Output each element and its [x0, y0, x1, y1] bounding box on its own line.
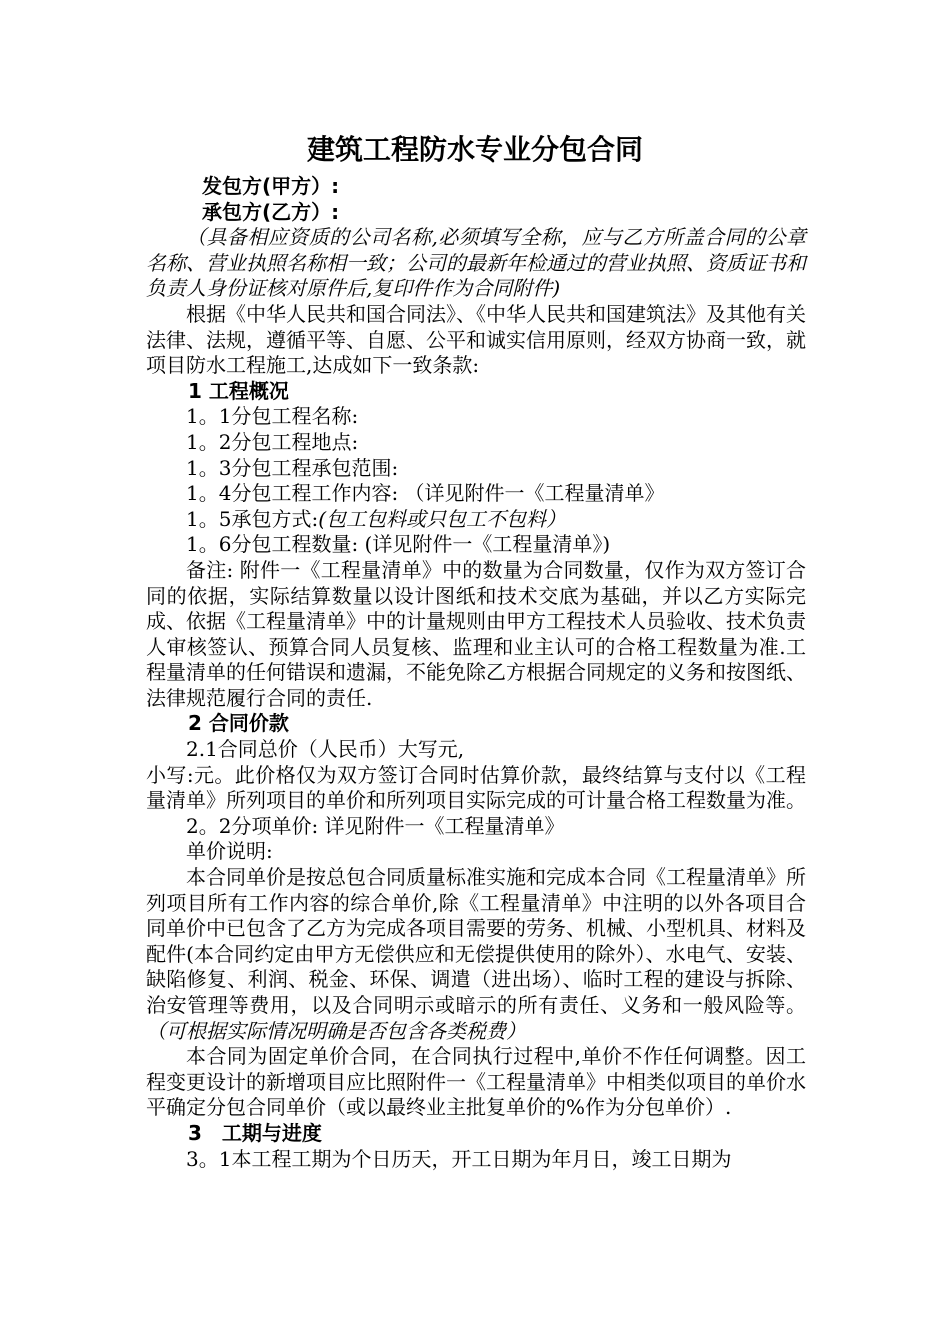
item-2-2: 2。2分项单价: 详见附件一《工程量清单》 [186, 813, 565, 838]
item-1-1: 1。1分包工程名称: [186, 404, 359, 429]
section-2-heading: 2 合同价款 [188, 711, 289, 736]
unit-price-description [146, 865, 806, 1044]
preamble: 根据《中华人民共和国合同法》、《中华人民共和国建筑法》及其他有关法律、法规，遵循平等、自愿、公平和诚实信用原则，经双方协商一致，就项目防水工程施工,达成如下一致条款: [146, 301, 806, 378]
item-2-1: 2.1合同总价（人民币）大写元, [186, 737, 465, 762]
item-2-1-continued: 小写:元。此价格仅为双方签订合同时估算价款，最终结算与支付以《工程量清单》所列项目的单价和所列项目实际完成的可计量合格工程数量为准。 [146, 762, 806, 813]
party-b-line: 承包方(乙方）: [202, 199, 340, 224]
fixed-price-paragraph: 本合同为固定单价合同，在合同执行过程中,单价不作任何调整。因工程变更设计的新增项目应比照附件一《工程量清单》中相类似项目的单价水平确定分包合同单价（或以最终业主批复单价的%作为分包单价）. [146, 1044, 806, 1120]
item-1-4: 1。4分包工程工作内容: （详见附件一《工程量清单》 [186, 481, 665, 506]
item-1-6: 1。6分包工程数量: (详见附件一《工程量清单》) [186, 532, 611, 557]
unit-price-label: 单价说明: [186, 839, 273, 864]
item-3-1: 3。1本工程工期为个日历天，开工日期为年月日，竣工日期为 [186, 1146, 732, 1171]
remark-paragraph: 备注: 附件一《工程量清单》中的数量为合同数量，仅作为双方签订合同的依据，实际结算数量以设计图纸和技术交底为基础，并以乙方实际完成、依据《工程量清单》中的计量规则由甲方工程技术人员验收、技术负责人审核签认、预算合同人员复核、监理和业主认可的合格工程数量为准.工程量清单的任何错误和遗漏，不能免除乙方根据合同规定的义务和按图纸、法律规范履行合同的责任. [146, 557, 806, 710]
unit-price-text: 本合同单价是按总包合同质量标准实施和完成本合同《工程量清单》所列项目所有工作内容的综合单价,除《工程量清单》中注明的以外各项目合同单价中已包含了乙方为完成各项目需要的劳务、机械、小型机具、材料及配件(本合同约定由甲方无偿供应和无偿提供使用的除外）、水电气、安装、缺陷修复、利润、税金、环保、调遣（进出场）、临时工程的建设与拆除、治安管理等费用，以及合同明示或暗示的所有责任、义务和一般风险等。 [146, 865, 806, 1017]
section-3-heading: 3 工期与进度 [188, 1120, 322, 1145]
contract-body [146, 174, 806, 1172]
party-note: （具备相应资质的公司名称,必须填写全称，应与乙方所盖合同的公章名称、营业执照名称相一致；公司的最新年检通过的营业执照、资质证书和负责人身份证核对原件后,复印件作为合同附件) [146, 225, 806, 301]
item-1-2: 1。2分包工程地点: [186, 429, 359, 454]
unit-price-note: （可根据实际情况明确是否包含各类税费） [146, 1018, 526, 1043]
item-1-3: 1。3分包工程承包范围: [186, 455, 399, 480]
party-a-line: 发包方(甲方）: [202, 174, 340, 198]
section-1-heading: 1 工程概况 [188, 378, 289, 403]
item-1-5 [146, 507, 806, 533]
contract-title: 建筑工程防水专业分包合同 [306, 133, 643, 166]
item-1-5-label: 1。5承包方式: [186, 506, 319, 531]
item-1-5-value: (包工包料或只包工不包料） [318, 506, 566, 531]
